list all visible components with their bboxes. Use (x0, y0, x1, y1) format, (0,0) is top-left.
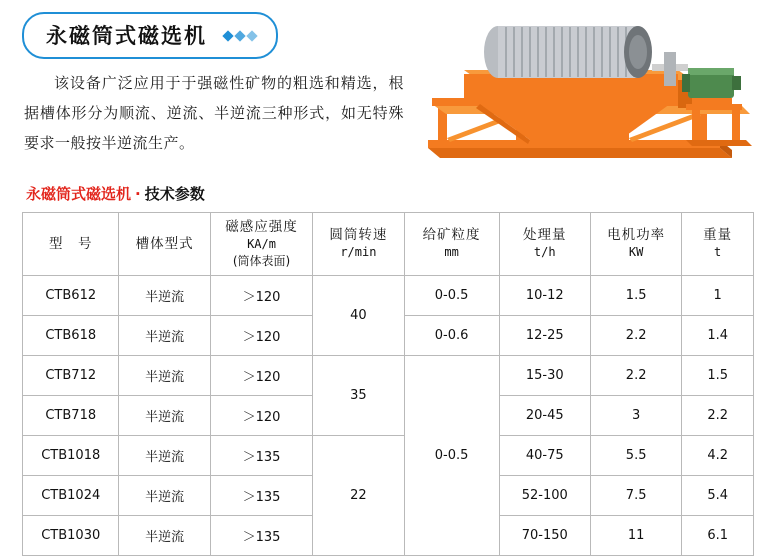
section-heading-suffix: 技术参数 (144, 185, 205, 203)
cell-model: CTB618 (23, 316, 119, 356)
title-bubble (22, 12, 278, 59)
cell-speed: 40 (313, 276, 404, 356)
cell-power: 11 (590, 516, 681, 556)
cell-magnetic: ＞135 (210, 476, 312, 516)
table-row (23, 356, 754, 396)
cell-feed: 0-0.6 (404, 316, 499, 356)
header-tank-type: 槽体型式 (119, 213, 210, 276)
cell-power: 7.5 (590, 476, 681, 516)
cell-model: CTB612 (23, 276, 119, 316)
cell-speed: 22 (313, 436, 404, 556)
cell-magnetic: ＞120 (210, 356, 312, 396)
table-row (23, 436, 754, 476)
cell-capacity: 70-150 (499, 516, 590, 556)
cell-capacity: 10-12 (499, 276, 590, 316)
cell-weight: 6.1 (682, 516, 754, 556)
page-title-banner (22, 12, 352, 56)
cell-magnetic: ＞135 (210, 516, 312, 556)
cell-tank: 半逆流 (119, 436, 210, 476)
cell-model: CTB718 (23, 396, 119, 436)
section-heading-separator: · (135, 185, 141, 203)
section-heading-name: 永磁筒式磁选机 (26, 185, 132, 203)
page-title: 永磁筒式磁选机 (46, 24, 207, 48)
cell-weight: 4.2 (682, 436, 754, 476)
header-model: 型 号 (23, 213, 119, 276)
cell-power: 3 (590, 396, 681, 436)
cell-power: 1.5 (590, 276, 681, 316)
cell-tank: 半逆流 (119, 276, 210, 316)
cell-speed: 35 (313, 356, 404, 436)
table-header-row (23, 213, 754, 276)
cell-weight: 1.5 (682, 356, 754, 396)
cell-capacity: 52-100 (499, 476, 590, 516)
header-motor-power: 电机功率 KW (590, 213, 681, 276)
cell-magnetic: ＞120 (210, 316, 312, 356)
cell-capacity: 12-25 (499, 316, 590, 356)
cell-tank: 半逆流 (119, 516, 210, 556)
cell-tank: 半逆流 (119, 476, 210, 516)
header-magnetic-intensity: 磁感应强度 KA/m (筒体表面) (210, 213, 312, 276)
cell-tank: 半逆流 (119, 396, 210, 436)
cell-tank: 半逆流 (119, 316, 210, 356)
diamond-decoration-icon (220, 27, 256, 43)
cell-model: CTB712 (23, 356, 119, 396)
cell-feed: 0-0.5 (404, 276, 499, 316)
cell-weight: 5.4 (682, 476, 754, 516)
cell-power: 2.2 (590, 316, 681, 356)
header-weight: 重量 t (682, 213, 754, 276)
cell-capacity: 40-75 (499, 436, 590, 476)
header-drum-speed: 圆筒转速 r/min (313, 213, 404, 276)
intro-paragraph: 该设备广泛应用于于强磁性矿物的粗选和精选，根据槽体形分为顺流、逆流、半逆流三种形式，如无特殊要求一般按半逆流生产。 (24, 74, 404, 152)
cell-capacity: 20-45 (499, 396, 590, 436)
cell-magnetic: ＞120 (210, 396, 312, 436)
header-feed-size: 给矿粒度 mm (404, 213, 499, 276)
cell-magnetic: ＞135 (210, 436, 312, 476)
cell-capacity: 15-30 (499, 356, 590, 396)
section-heading (26, 183, 205, 204)
table-row (23, 276, 754, 316)
cell-weight: 1 (682, 276, 754, 316)
cell-weight: 1.4 (682, 316, 754, 356)
header-capacity: 处理量 t/h (499, 213, 590, 276)
machine-illustration (420, 12, 760, 172)
cell-power: 2.2 (590, 356, 681, 396)
cell-model: CTB1018 (23, 436, 119, 476)
spec-table (22, 212, 754, 556)
cell-power: 5.5 (590, 436, 681, 476)
cell-weight: 2.2 (682, 396, 754, 436)
cell-model: CTB1030 (23, 516, 119, 556)
cell-model: CTB1024 (23, 476, 119, 516)
cell-magnetic: ＞120 (210, 276, 312, 316)
cell-tank: 半逆流 (119, 356, 210, 396)
cell-feed: 0-0.5 (404, 356, 499, 556)
